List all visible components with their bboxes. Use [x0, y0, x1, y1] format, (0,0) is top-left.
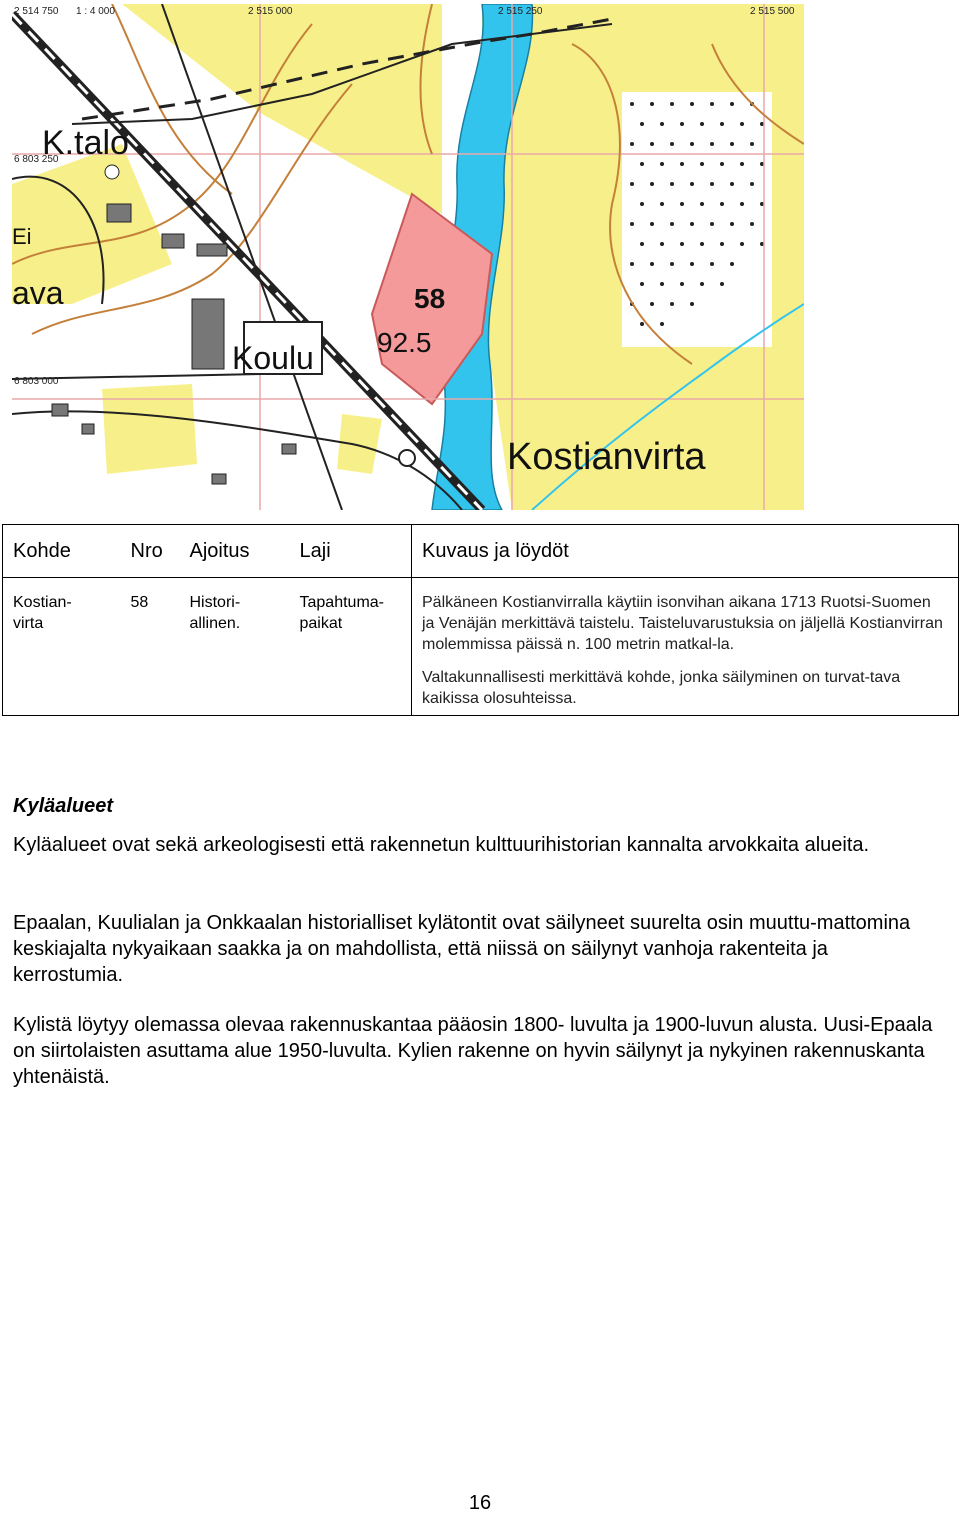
cell-kohde: Kostian- virta: [3, 578, 121, 716]
cell-ajoitus: Histori- allinen.: [180, 578, 290, 716]
map-label-kostianvirta: Kostianvirta: [507, 436, 706, 478]
map-coord-7: 6 803 000: [14, 376, 59, 387]
cell-kuvaus: [412, 578, 959, 716]
header-nro: Nro: [121, 525, 180, 578]
sites-table: [2, 524, 959, 716]
header-kuvaus: Kuvaus ja löydöt: [412, 525, 959, 578]
table-row: [3, 578, 959, 716]
section-title: Kyläalueet: [13, 795, 114, 817]
table-header-row: [3, 525, 959, 578]
body-paragraph-2: Epaalan, Kuulialan ja Onkkaalan historialliset kylätontit ovat säilyneet suurelta osin muuttu-mattomina keskiajalta nykyaikaan saakka ja on mahdollista, että niissä on säilynyt vanhoja rakenteita ja kerrostumia.: [13, 912, 911, 986]
map-coord-3: 2 515 000: [248, 6, 293, 17]
header-kohde: Kohde: [3, 525, 121, 578]
header-ajoitus: Ajoitus: [180, 525, 290, 578]
map-forest-area: [622, 92, 772, 347]
map-image: [12, 4, 804, 510]
cell-laji: Tapahtuma- paikat: [290, 578, 412, 716]
cell-nro: 58: [121, 578, 180, 716]
body-paragraph-1: Kyläalueet ovat sekä arkeologisesti että rakennetun kulttuurihistorian kannalta arvokkaita alueita.: [13, 834, 870, 856]
description-paragraph-1: Pälkäneen Kostianvirralla käytiin isonvihan aikana 1713 Ruotsi-Suomen ja Venäjän merkittävä taistelu. Taisteluvarustuksia on jäljellä Kostianvirran molemmissa päissä n. 100 metrin matkal-la.: [422, 594, 943, 653]
page-number: 16: [468, 1492, 492, 1514]
map-site-number: 58: [414, 283, 446, 314]
map-label-ei: Ei: [12, 224, 32, 249]
map-coord-2: 1 : 4 000: [76, 6, 115, 17]
header-laji: Laji: [290, 525, 412, 578]
body-paragraph-3: Kylistä löytyy olemassa olevaa rakennuskantaa pääosin 1800- luvulta ja 1900-luvun alusta. Uusi-Epaala on siirtolaisten asuttama alue 1950-luvulta. Kylien rakenne on hyvin säilynyt ja nykyinen rakennuskanta yhtenäistä.: [13, 1014, 933, 1088]
map-label-ava: ava: [12, 275, 64, 311]
map-label-koulu: Koulu: [232, 340, 314, 376]
map-coord-1: 2 514 750: [14, 6, 59, 17]
map-coord-6: 6 803 250: [14, 154, 59, 165]
map-site-elevation: 92.5: [377, 327, 432, 358]
map-coord-5: 2 515 500: [750, 6, 795, 17]
map-field-southwest: [102, 384, 197, 474]
map-coord-4: 2 515 250: [498, 6, 543, 17]
description-paragraph-2: Valtakunnallisesti merkittävä kohde, jonka säilyminen on turvat-tava kaikissa olosuhteissa.: [422, 669, 901, 707]
map-label-ktalo: K.talo: [42, 124, 129, 162]
